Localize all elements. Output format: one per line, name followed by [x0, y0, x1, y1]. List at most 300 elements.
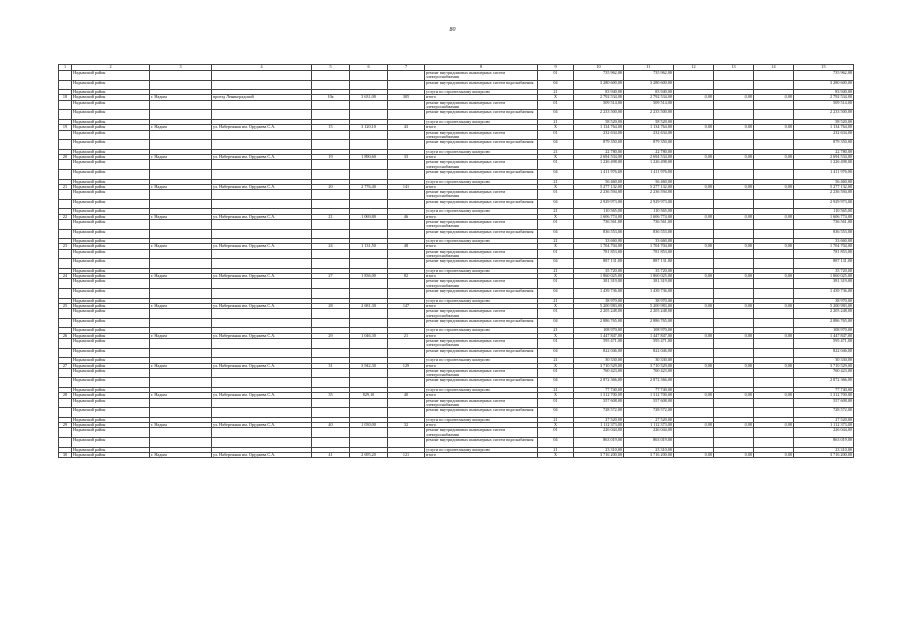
table-cell	[674, 318, 714, 328]
table-cell	[714, 190, 754, 200]
table-cell	[312, 408, 350, 418]
table-cell: услуги по строительному контролю	[425, 358, 538, 363]
table-cell	[350, 378, 388, 388]
table-cell	[388, 309, 425, 319]
table-cell	[714, 249, 754, 259]
table-cell	[754, 339, 794, 349]
table-cell: 2 872 366,00	[794, 378, 854, 388]
table-cell: ул. Набережная им. Оруджева С.А.	[212, 423, 312, 428]
table-cell: 0,00	[754, 333, 794, 338]
table-cell: 33 660,00	[794, 239, 854, 244]
table-cell: Надымский район	[72, 259, 150, 269]
table-cell: 1 860 025,00	[624, 274, 674, 279]
table-cell: 27 520,00	[794, 417, 854, 422]
table-cell	[212, 169, 312, 179]
table-cell	[212, 408, 312, 418]
column-number: 9	[538, 65, 574, 71]
table-cell: ремонт внутридомовых инженерных систем водоснабжения	[425, 259, 538, 269]
table-cell: 0,00	[674, 452, 714, 457]
table-cell	[350, 169, 388, 179]
table-cell	[714, 437, 754, 447]
table-cell: 5 200 983,00	[794, 303, 854, 308]
table-cell: 5 277 132,00	[794, 184, 854, 189]
table-cell	[388, 190, 425, 200]
table-cell	[59, 219, 72, 229]
table-cell: 1 704 704,00	[624, 244, 674, 249]
table-cell: 5 277 132,00	[574, 184, 624, 189]
table-cell: 0,00	[714, 244, 754, 249]
table-cell: 822 046,00	[794, 348, 854, 358]
table-cell: 0,00	[754, 274, 794, 279]
table-cell	[312, 378, 350, 388]
table-cell: 226 044,00	[624, 428, 674, 438]
table-cell: 21	[538, 328, 574, 333]
table-cell	[312, 199, 350, 209]
table-cell	[212, 339, 312, 349]
table-cell: 01	[538, 190, 574, 200]
table-cell	[150, 100, 212, 110]
table-cell	[150, 169, 212, 179]
table-cell	[212, 437, 312, 447]
table-cell: 887 131,00	[624, 259, 674, 269]
table-cell	[212, 249, 312, 259]
table-cell: 21	[538, 298, 574, 303]
table-cell: 226 044,00	[794, 428, 854, 438]
column-number: 3	[150, 65, 212, 71]
table-cell: Надымский район	[72, 169, 150, 179]
table-cell: ул. Набережная им. Оруджева С.А.	[212, 214, 312, 219]
table-cell	[754, 309, 794, 319]
table-cell	[388, 437, 425, 447]
table-cell	[350, 309, 388, 319]
table-cell: 2 929 973,00	[624, 199, 674, 209]
table-cell: 2 792 534,00	[574, 95, 624, 100]
table-cell	[674, 190, 714, 200]
table-cell: 735 962,00	[794, 71, 854, 81]
table-cell	[714, 199, 754, 209]
table-cell	[350, 71, 388, 81]
table-cell	[150, 190, 212, 200]
table-cell	[59, 169, 72, 179]
table-cell	[388, 348, 425, 358]
table-cell	[150, 339, 212, 349]
table-cell: 0,00	[714, 423, 754, 428]
table-cell: ремонт внутридомовых инженерных систем электроснабжения	[425, 428, 538, 438]
table-cell: 0,00	[674, 303, 714, 308]
table-cell: ремонт внутридомовых инженерных систем водоснабжения	[425, 378, 538, 388]
table-cell: услуги по строительному контролю	[425, 447, 538, 452]
table-cell	[350, 289, 388, 299]
column-number: 5	[312, 65, 350, 71]
table-cell: Надымский район	[72, 90, 150, 95]
table-cell: 129	[388, 363, 425, 368]
table-cell	[59, 259, 72, 269]
table-cell: 56 460,00	[574, 179, 624, 184]
table-cell: 38 970,00	[624, 298, 674, 303]
table-cell: Надымский район	[72, 428, 150, 438]
table-cell: ул. Набережная им. Оруджева С.А.	[212, 244, 312, 249]
table-cell: 2 792 534,00	[624, 95, 674, 100]
column-number: 10	[574, 65, 624, 71]
table-cell: 23 310,00	[574, 447, 624, 452]
table-cell: Надымский район	[72, 274, 150, 279]
table-row	[59, 71, 854, 81]
table-cell: 3 716 200,00	[574, 452, 624, 457]
table-cell: 01	[538, 219, 574, 229]
table-cell	[212, 398, 312, 408]
table-cell: итого	[425, 333, 538, 338]
column-number: 7	[388, 65, 425, 71]
table-cell: Х	[538, 95, 574, 100]
table-cell	[674, 428, 714, 438]
table-cell: 110 565,00	[794, 209, 854, 214]
table-row	[59, 289, 854, 299]
table-cell: 2 872 366,00	[574, 378, 624, 388]
table-row	[59, 110, 854, 120]
table-cell	[59, 309, 72, 319]
table-cell: 35 720,00	[624, 268, 674, 273]
table-cell: 232 634,00	[574, 130, 624, 140]
table-cell	[350, 110, 388, 120]
table-cell	[150, 219, 212, 229]
table-cell	[714, 80, 754, 90]
table-cell: 01	[538, 398, 574, 408]
table-cell	[388, 279, 425, 289]
table-cell	[350, 437, 388, 447]
table-cell: Надымский район	[72, 80, 150, 90]
table-cell: 3 710 529,00	[624, 363, 674, 368]
table-cell: 01	[538, 339, 574, 349]
table-cell	[212, 309, 312, 319]
table-cell	[59, 437, 72, 447]
table-cell: 5 200 983,00	[624, 303, 674, 308]
table-cell: 30 330,00	[624, 358, 674, 363]
table-cell: ул. Набережная им. Оруджева С.А.	[212, 274, 312, 279]
table-cell: Надымский район	[72, 209, 150, 214]
table-cell	[714, 229, 754, 239]
table-cell: 04	[538, 289, 574, 299]
table-cell: 595 471,00	[624, 339, 674, 349]
table-cell: 3 280 600,00	[794, 80, 854, 90]
table-cell: 509 514,00	[624, 100, 674, 110]
table-cell	[754, 398, 794, 408]
table-cell: 1 030,00	[350, 423, 388, 428]
table-cell	[714, 100, 754, 110]
table-cell: итого	[425, 244, 538, 249]
table-cell: 879 350,00	[624, 140, 674, 150]
table-cell: 04	[538, 229, 574, 239]
table-cell	[312, 190, 350, 200]
table-cell: 27 520,00	[574, 417, 624, 422]
table-cell: 33 660,00	[624, 239, 674, 244]
table-cell: Надымский район	[72, 447, 150, 452]
table-cell	[350, 160, 388, 170]
table-cell: 04	[538, 437, 574, 447]
table-cell: ул. Набережная им. Оруджева С.А.	[212, 333, 312, 338]
table-cell: 0,00	[674, 125, 714, 130]
table-cell: 3 942,30	[350, 363, 388, 368]
table-cell	[350, 428, 388, 438]
table-cell	[59, 199, 72, 209]
table-cell: 21	[538, 119, 574, 124]
table-cell: 56 460,00	[794, 179, 854, 184]
table-cell: 04	[538, 348, 574, 358]
table-cell	[714, 309, 754, 319]
table-cell: 0,00	[674, 155, 714, 160]
table-cell: Надымский район	[72, 289, 150, 299]
table-cell: 28	[59, 393, 72, 398]
table-cell: 1 439 736,00	[624, 289, 674, 299]
table-cell	[714, 279, 754, 289]
table-cell	[350, 249, 388, 259]
table-cell: 21	[538, 239, 574, 244]
table-cell	[674, 199, 714, 209]
table-cell	[388, 140, 425, 150]
table-cell: ул. Набережная им. Оруджева С.А.	[212, 125, 312, 130]
table-cell: 0,00	[714, 95, 754, 100]
table-cell: 35	[312, 393, 350, 398]
table-cell	[388, 71, 425, 81]
table-cell: 736 561,00	[794, 219, 854, 229]
table-cell: 77 740,00	[624, 388, 674, 393]
table-cell	[754, 229, 794, 239]
column-number: 14	[754, 65, 794, 71]
table-cell: 0,00	[714, 393, 754, 398]
table-cell	[714, 110, 754, 120]
table-cell: г. Надым	[150, 393, 212, 398]
table-cell: услуги по строительному контролю	[425, 298, 538, 303]
table-cell: итого	[425, 125, 538, 130]
column-number: 12	[674, 65, 714, 71]
table-cell: 108 970,00	[574, 328, 624, 333]
table-row	[59, 199, 854, 209]
table-cell: 1 411 976,00	[794, 169, 854, 179]
table-cell: 21	[538, 90, 574, 95]
table-cell: 2 681,30	[350, 303, 388, 308]
table-cell	[59, 229, 72, 239]
table-cell: 83 940,00	[794, 90, 854, 95]
page-number: 80	[449, 27, 456, 33]
table-cell: 21	[538, 149, 574, 154]
table-cell: 22 780,00	[794, 149, 854, 154]
table-cell: Надымский район	[72, 358, 150, 363]
table-cell	[59, 318, 72, 328]
table-cell: 27 520,00	[624, 417, 674, 422]
table-row	[59, 190, 854, 200]
table-cell: ремонт внутридомовых инженерных систем водоснабжения	[425, 318, 538, 328]
table-cell	[150, 348, 212, 358]
table-cell: 24	[312, 244, 350, 249]
table-cell: Х	[538, 452, 574, 457]
table-cell: 760 423,00	[574, 368, 624, 378]
table-row	[59, 398, 854, 408]
table-cell: 1 860 025,00	[794, 274, 854, 279]
table-cell: 1 606 774,00	[574, 214, 624, 219]
table-cell: Надымский район	[72, 309, 150, 319]
table-cell: 41	[312, 452, 350, 457]
table-cell: 0,00	[674, 393, 714, 398]
table-cell: Х	[538, 363, 574, 368]
table-cell: 38 970,00	[574, 298, 624, 303]
table-cell: 43	[388, 125, 425, 130]
column-number: 4	[212, 65, 312, 71]
table-cell: ремонт внутридомовых инженерных систем электроснабжения	[425, 130, 538, 140]
table-cell: ремонт внутридомовых инженерных систем водоснабжения	[425, 408, 538, 418]
table-cell	[674, 80, 714, 90]
table-cell: 822 046,00	[574, 348, 624, 358]
table-cell: 0,00	[674, 244, 714, 249]
capital-repair-table	[58, 64, 854, 458]
table-cell: г. Надым	[150, 244, 212, 249]
table-cell: 595 471,00	[574, 339, 624, 349]
table-cell: 21	[538, 179, 574, 184]
table-cell: 736 561,00	[574, 219, 624, 229]
table-cell	[150, 279, 212, 289]
table-cell	[754, 199, 794, 209]
table-cell: 2 205 248,00	[624, 309, 674, 319]
table-cell	[674, 398, 714, 408]
table-cell: Надымский район	[72, 239, 150, 244]
table-cell: Надымский район	[72, 184, 150, 189]
table-cell: 58 520,00	[624, 119, 674, 124]
table-cell: 509 514,00	[794, 100, 854, 110]
table-cell: итого	[425, 393, 538, 398]
table-cell: 21	[388, 333, 425, 338]
table-cell: 0,00	[714, 125, 754, 130]
table-cell: Надымский район	[72, 179, 150, 184]
table-cell: 1 069,80	[350, 214, 388, 219]
table-cell: Надымский район	[72, 155, 150, 160]
table-cell	[388, 169, 425, 179]
table-cell	[674, 259, 714, 269]
table-cell: г. Надым	[150, 155, 212, 160]
table-body	[59, 71, 854, 458]
table-cell	[150, 318, 212, 328]
table-cell: 735 962,00	[574, 71, 624, 81]
table-cell	[388, 249, 425, 259]
table-cell: 0,00	[674, 95, 714, 100]
table-cell: 1 411 976,00	[574, 169, 624, 179]
column-number: 15	[794, 65, 854, 71]
table-cell	[388, 398, 425, 408]
table-cell	[714, 318, 754, 328]
table-cell: 863 019,00	[574, 437, 624, 447]
table-cell: 29	[312, 333, 350, 338]
table-cell: 1 134 764,00	[574, 125, 624, 130]
table-cell	[59, 71, 72, 81]
table-cell	[212, 140, 312, 150]
table-row-total	[59, 452, 854, 457]
table-cell: Надымский район	[72, 368, 150, 378]
table-cell	[350, 279, 388, 289]
table-cell	[714, 219, 754, 229]
table-cell: Надымский район	[72, 125, 150, 130]
table-row	[59, 229, 854, 239]
table-cell: г. Надым	[150, 452, 212, 457]
table-cell: 1 131,50	[350, 244, 388, 249]
table-cell	[350, 190, 388, 200]
table-cell	[212, 130, 312, 140]
table-cell	[674, 100, 714, 110]
table-cell: 121	[388, 452, 425, 457]
table-cell: 2 929 973,00	[574, 199, 624, 209]
table-cell: 1 447 847,00	[624, 333, 674, 338]
table-cell	[350, 80, 388, 90]
table-cell	[388, 160, 425, 170]
table-cell	[59, 110, 72, 120]
table-cell: 21	[538, 358, 574, 363]
table-cell: 0,00	[714, 274, 754, 279]
table-cell: 35 720,00	[574, 268, 624, 273]
table-cell	[714, 398, 754, 408]
table-cell: Х	[538, 333, 574, 338]
table-cell	[674, 249, 714, 259]
table-cell: 3 280 600,00	[574, 80, 624, 90]
table-cell	[388, 199, 425, 209]
table-cell	[350, 339, 388, 349]
table-cell: 0,00	[754, 423, 794, 428]
table-cell: 23	[59, 244, 72, 249]
table-row	[59, 219, 854, 229]
table-cell	[59, 160, 72, 170]
table-cell: Надымский район	[72, 160, 150, 170]
table-cell: 381 319,00	[624, 279, 674, 289]
table-cell: 2 886 765,00	[794, 318, 854, 328]
table-cell: 887 131,00	[574, 259, 624, 269]
table-cell	[714, 408, 754, 418]
table-cell	[59, 428, 72, 438]
table-cell: 2 236 594,00	[624, 190, 674, 200]
table-cell	[754, 348, 794, 358]
table-cell: 1 226 498,00	[794, 160, 854, 170]
table-cell: 46	[388, 214, 425, 219]
table-cell: ремонт внутридомовых инженерных систем электроснабжения	[425, 71, 538, 81]
table-cell	[388, 318, 425, 328]
table-cell: 879 350,00	[794, 140, 854, 150]
table-cell	[312, 130, 350, 140]
table-cell	[212, 279, 312, 289]
table-cell	[312, 80, 350, 90]
table-cell: 58 520,00	[794, 119, 854, 124]
table-cell	[212, 219, 312, 229]
table-cell: 1 860 025,00	[574, 274, 624, 279]
table-cell: итого	[425, 155, 538, 160]
table-cell	[754, 71, 794, 81]
table-cell: 0,00	[754, 303, 794, 308]
table-cell	[754, 80, 794, 90]
table-cell: 887 131,00	[794, 259, 854, 269]
table-row	[59, 378, 854, 388]
table-cell: услуги по строительному контролю	[425, 268, 538, 273]
table-cell	[754, 279, 794, 289]
table-cell	[312, 398, 350, 408]
table-cell: 01	[538, 160, 574, 170]
table-cell	[714, 140, 754, 150]
table-cell: 0,00	[714, 155, 754, 160]
table-cell	[59, 279, 72, 289]
table-cell: Надымский район	[72, 100, 150, 110]
table-row	[59, 309, 854, 319]
table-cell: 836 553,00	[624, 229, 674, 239]
table-cell	[674, 71, 714, 81]
table-cell	[59, 80, 72, 90]
table-cell: ремонт внутридомовых инженерных систем электроснабжения	[425, 249, 538, 259]
table-cell: 21	[538, 209, 574, 214]
table-cell: 48	[388, 244, 425, 249]
table-cell	[674, 219, 714, 229]
table-cell: Надымский район	[72, 140, 150, 150]
table-cell: 509 514,00	[574, 100, 624, 110]
